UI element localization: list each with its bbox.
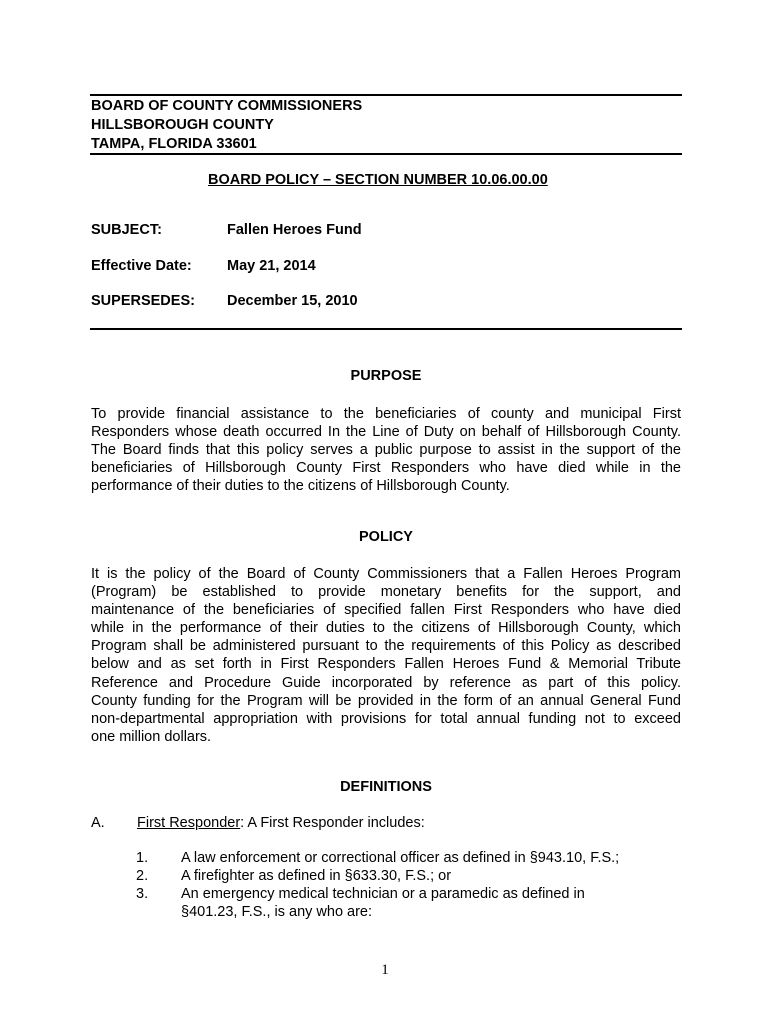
definition-a-description: : A First Responder includes: <box>240 815 425 831</box>
definition-a-text <box>137 815 425 831</box>
policy-line: maintenance of the beneficiaries of specified fallen First Responders who have died <box>91 602 681 619</box>
policy-line: non-departmental appropriation with provisions for total annual funding not to exceed <box>91 710 681 727</box>
header-line-1: BOARD OF COUNTY COMMISSIONERS <box>91 98 363 114</box>
purpose-heading: PURPOSE <box>350 368 422 384</box>
subitem-number: 3. <box>136 886 149 902</box>
section-number-title: BOARD POLICY – SECTION NUMBER 10.06.00.00 <box>208 172 548 188</box>
purpose-line: To provide financial assistance to the beneficiaries of county and municipal First <box>91 406 681 422</box>
policy-paragraph <box>91 565 681 746</box>
policy-line: Reference and Procedure Guide incorporated by reference as part of this policy. <box>91 674 681 691</box>
supersedes-label: SUPERSEDES: <box>91 293 195 309</box>
purpose-paragraph <box>91 405 681 495</box>
definitions-heading: DEFINITIONS <box>340 779 432 795</box>
page-number: 1 <box>381 962 389 978</box>
subitem-text: A firefighter as defined in §633.30, F.S.; or <box>181 868 452 884</box>
purpose-line: beneficiaries of Hillsborough County First Responders who have died while in the <box>91 460 681 477</box>
subitem-number: 1. <box>136 850 149 866</box>
purpose-line: The Board finds that this policy serves a public purpose to assist in the support of the <box>91 442 681 459</box>
top-rule <box>90 94 682 96</box>
supersedes-value: December 15, 2010 <box>227 293 358 309</box>
subitem-text-continued: §401.23, F.S., is any who are: <box>181 904 373 920</box>
definition-a-letter: A. <box>91 815 105 831</box>
policy-line: County funding for the Program will be provided in the form of an annual General Fund <box>91 692 681 709</box>
header-line-3: TAMPA, FLORIDA 33601 <box>91 136 257 152</box>
purpose-line: performance of their duties to the citizens of Hillsborough County. <box>91 478 510 495</box>
subject-value: Fallen Heroes Fund <box>227 222 362 238</box>
header-bottom-rule <box>90 153 682 155</box>
subitem-text: An emergency medical technician or a paramedic as defined in <box>181 886 585 902</box>
policy-line: It is the policy of the Board of County Commissioners that a Fallen Heroes Program <box>91 566 681 582</box>
header-line-2: HILLSBOROUGH COUNTY <box>91 117 274 133</box>
policy-line: Program shall be administered pursuant to the requirements of this Policy as described <box>91 638 681 655</box>
policy-line: (Program) be established to provide monetary benefits for the support, and <box>91 584 681 601</box>
policy-line: while in the performance of their duties to the citizens of Hillsborough County, which <box>91 620 681 637</box>
subitem-number: 2. <box>136 868 149 884</box>
effective-date-value: May 21, 2014 <box>227 258 316 274</box>
meta-bottom-rule <box>90 328 682 330</box>
subitem-text: A law enforcement or correctional officer as defined in §943.10, F.S.; <box>181 850 620 866</box>
policy-line: one million dollars. <box>91 728 212 745</box>
policy-heading: POLICY <box>359 529 413 545</box>
policy-line: below and as set forth in First Responders Fallen Heroes Fund & Memorial Tribute <box>91 656 681 673</box>
purpose-line: Responders whose death occurred In the Line of Duty on behalf of Hillsborough County. <box>91 424 681 441</box>
first-responder-term: First Responder <box>137 815 241 831</box>
effective-date-label: Effective Date: <box>91 258 192 274</box>
subject-label: SUBJECT: <box>91 222 162 238</box>
